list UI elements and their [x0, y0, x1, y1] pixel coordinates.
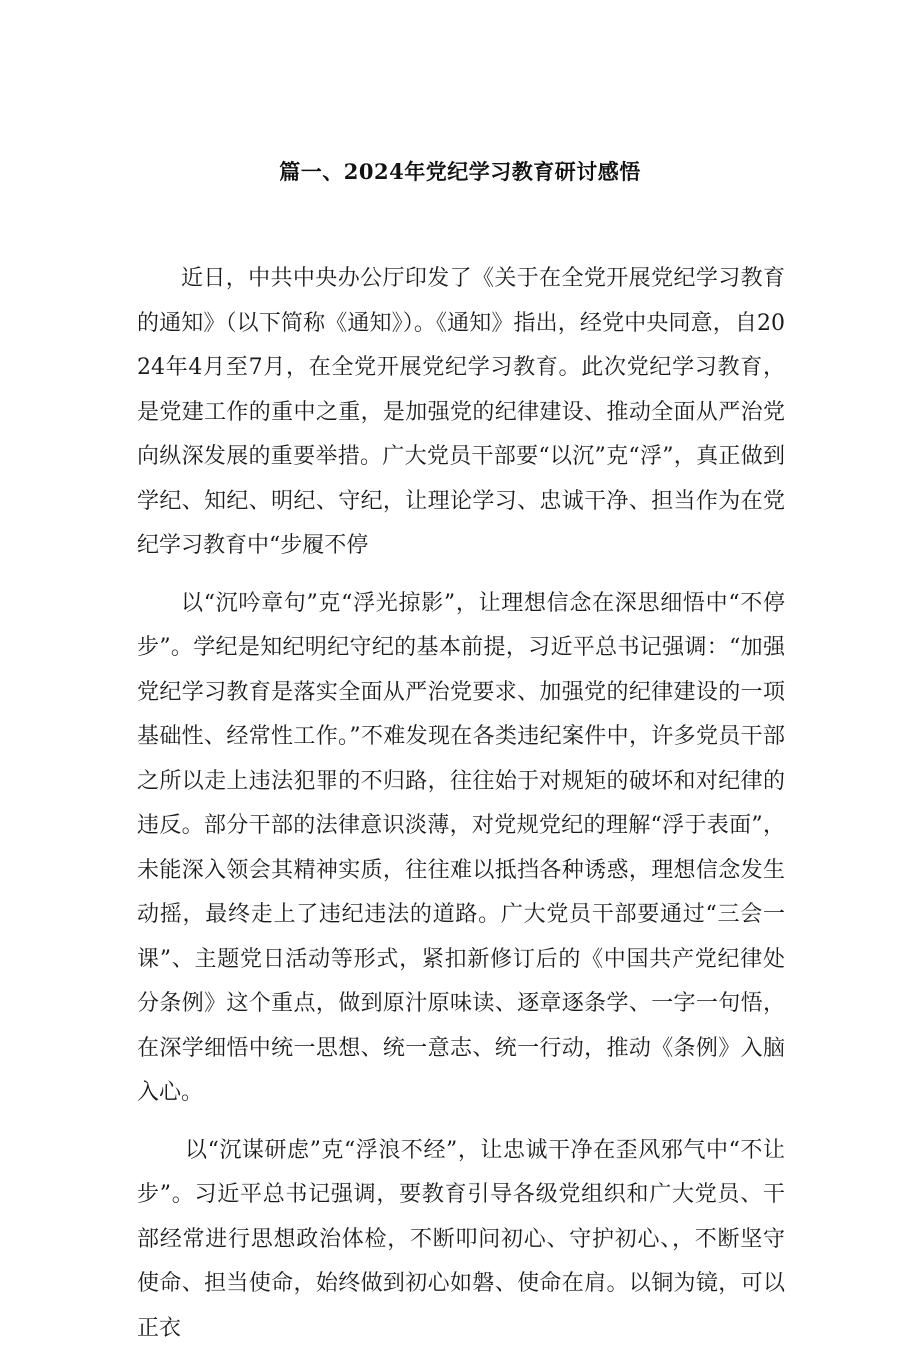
document-body [137, 257, 785, 1364]
paragraph-loyalty-clean: 以“沉谋研虑”克“浮浪不经”，让忠诚干净在歪风邪气中“不让步”。习近平总书记强调，要教育引导各级党组织和广大党员、干部经常进行思想政治体检，不断叩问初心、守护初心、，不断坚守使命、担当使命，始终做到初心如磐、使命在肩。以铜为镜，可以正衣 [137, 1137, 785, 1341]
paragraph-intro: 近日，中共中央办公厅印发了《关于在全党开展党纪学习教育的通知》（以下简称《通知》）。《通知》指出，经党中央同意，自2024年4月至7月，在全党开展党纪学习教育。此次党纪学习教育，是党建工作的重中之重，是加强党的纪律建设、推动全面从严治党向纵深发展的重要举措。广大党员干部要“以沉”克“浮”，真正做到学纪、知纪、明纪、守纪，让理论学习、忠诚干净、担当作为在党纪学习教育中“步履不停 [137, 266, 785, 558]
paragraph-study-discipline: 以“沉吟章句”克“浮光掠影”，让理想信念在深思细悟中“不停步”。学纪是知纪明纪守纪的基本前提，习近平总书记强调：“加强党纪学习教育是落实全面从严治党要求、加强党的纪律建设的一项基础性、经常性工作。”不难发现在各类违纪案件中，许多党员干部之所以走上违法犯罪的不归路，往往始于对规矩的破坏和对纪律的违反。部分干部的法律意识淡薄，对党规党纪的理解“浮于表面”，未能深入领会其精神实质，往往难以抵挡各种诱惑，理想信念发生动摇，最终走上了违纪违法的道路。广大党员干部要通过“三会一课”、主题党日活动等形式，紧扣新修订后的《中国共产党纪律处分条例》这个重点，做到原汁原味读、逐章逐条学、一字一句悟，在深学细悟中统一思想、统一意志、统一行动，推动《条例》入脑入心。 [137, 590, 785, 1105]
document-title: 篇一、2024年党纪学习教育研讨感悟 [279, 159, 641, 184]
